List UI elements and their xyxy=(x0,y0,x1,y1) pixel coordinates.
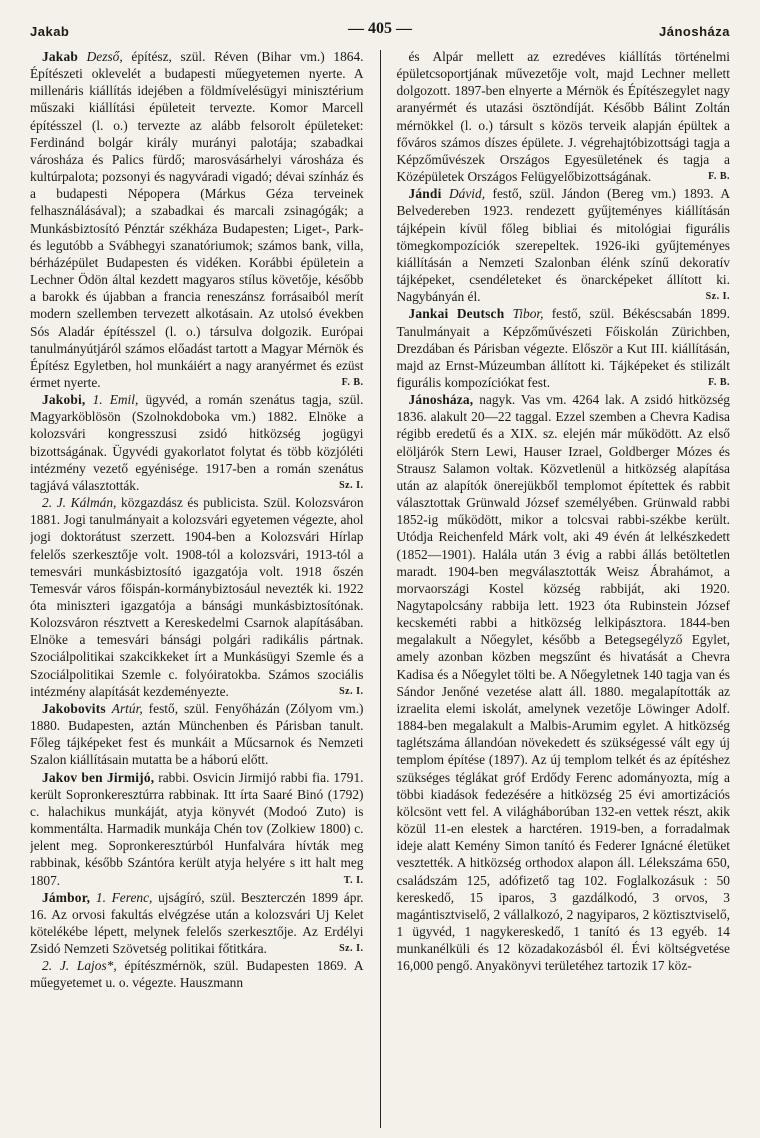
entry-body: festő, szül. Békéscsabán 1899. Tanulmányait a Képzőművészeti Főiskolán Zürichben, Drezdában és Párisban végezte. Először a Kut III. kiállításán, majd az Ernst-Múzeumban állított ki. Tájképeket és stilizált figurális kompozíciókat fest. xyxy=(396,306,730,390)
running-head xyxy=(30,20,730,42)
text-columns xyxy=(30,48,730,1130)
entry-subheading: 1. Ferenc, xyxy=(95,889,153,905)
left-column xyxy=(30,48,364,1130)
dictionary-entry xyxy=(30,494,364,700)
dictionary-entry xyxy=(30,700,364,769)
entry-headword: Jámbor, xyxy=(42,889,91,905)
entry-signature: Sz. I. xyxy=(705,291,730,303)
entry-signature: Sz. I. xyxy=(339,943,364,955)
dictionary-entry xyxy=(396,391,730,974)
dictionary-entry xyxy=(30,889,364,958)
entry-body: építész, szül. Réven (Bihar vm.) 1864. Építészeti oklevelét a budapesti műegyetemen nyerte. A millenáris kiállítás idejében a földmívelésügyi minisztérium műszaki kiállítási épületeit tervezte. Komor Marcell építésszel (l. o.) tervezte az alább felsorolt épületeket: Ferdinánd bolgár király murányi palotája; szabadkai városháza és Palics fürdő; marosvásárhelyi városháza és kultúrpalota; pozsonyi és nagyváradi vigadó; dévai színház és a budapesti Népopera (Márkus Géza terveinek felhasználásával); a szabadkai és marcali zsinagógák; a Munkásbiztosító Pénztár székháza Budapesten; Liget-, Park- és legutóbb a Svábhegyi szanatóriumok; számos bank, villa, bérházépület Budapesten és vidéken. Korábbi épületein a Lechner Ödön által kezdett magyaros stílus követője, később a barokk és újabban a francia reneszánsz forrásaiból merít modern szellemben tervezett alkotásain. Az utolsó években Sós Aladár építésszel (l. o.) társulva dolgozik. Európai tanulmányútjáról számos előadást tartott a Magyar Mérnök és Építész Egyletben, hol munkáiért a nagy aranyérmet és ezüst érmet nyerte. xyxy=(30,49,364,390)
entry-headword: Jakab xyxy=(42,49,78,64)
column-divider xyxy=(380,50,381,1128)
dictionary-entry xyxy=(30,769,364,889)
entry-subheading: 2. J. Lajos*, xyxy=(42,958,117,974)
entry-subheading: 2. J. Kálmán, xyxy=(42,495,117,511)
entry-signature: F. B. xyxy=(708,171,730,183)
entry-signature: F. B. xyxy=(341,376,364,388)
running-head-right: Jánosháza xyxy=(659,24,730,39)
dictionary-entry xyxy=(30,391,364,494)
running-head-left: Jakab xyxy=(30,24,70,39)
entry-body: festő, szül. Fenyőházán (Zólyom vm.) 1880. Budapesten, aztán Münchenben és Párisban tanult. Főleg tájképeket fest és munkáit a Műcsarnok és Nemzeti Szalon kiállításain mutatta be a háború előtt. xyxy=(30,700,364,768)
entry-body: nagyk. Vas vm. 4264 lak. A zsidó hitközség 1836. alakult 20—22 taggal. Ezzel szemben a Chevra Kadisa régibb eredetű és a XIX. sz. elején már működött. Az első elöljárók Stern Lewi, Hauser Izrael, Goldberger Mózes és Strausz Salamon voltak. Közvetlenül a hitközség alapítása után az alapítók önerejükből templomot építettek és rabbit választottak Grünwald József személyében. Grünwald rabbi 1852-ig működött, mikor a tolcsvai rabbi-székbe került. Utódja Reichenfeld Márk volt, aki 49 évén át lelkészkedett (1852—1901). Halála után 3 évig a rabbi állás betöltetlen maradt. 1904-ben megválasztották Weisz Ábrahámot, a morvaországi Kostel község rabbiját, aki 1920. Nagytapolcsány rabbija lett. 1923 óta Rubinstein József kecskeméti rabbi a hitközség lelkipásztora. 1844-ben megalakult a Nőegylet, később a Betegsegélyző Egylet, amely azonban közben megszűnt és hivatását a Chevra Kadisa és a Nőegylet tölti be. A Nőegyletnek 140 tagja van és Sándor Jenőné vezetése alatt áll. 1880. megalapították az izraelita elemi iskolát, amelynek vezetője Löwinger Adolf. 1884-ben megalakult a Malbis-Arumim egylet. A hitközség taglétszáma állandóan növekedett és szükségessé vált egy új templom építése (1897). Az új templom telkét és az építéshez szükséges téglákat gróf Erdődy Ferenc adományozta, míg a többi kiadások fedezésére a hitközség 25 évi amortizációs kölcsönt vett fel. A világháborúban 132-en vettek részt, akik közül 11-en elestek a harctéren. 1919-ben, a forradalmak ideje alatt Kemény Simon tanító és Federer Ignácné életüket vesztették. A hitközség orthodox alapon áll. Lélekszáma 650, családszám 125, adófizető tag 102. Foglalkozásuk : 50 kereskedő, 15 iparos, 3 gazdálkodó, 3 orvos, 3 magántisztviselő, 2 vállalkozó, 2 nagyiparos, 2 köztisztviselő, 1 ügyvéd, 1 nagykereskedő, 1 tanító és 13 egyéb. 14 munkanélküli és 12 közadakozásból él. Évi költségvetése 16,000 pengő. Anyakönyvi területéhez tartozik 17 köz- xyxy=(396,392,730,974)
entry-headword: Jándi xyxy=(408,186,442,202)
entry-subheading: Dezső, xyxy=(86,49,123,64)
entry-subheading: 1. Emil, xyxy=(92,392,139,408)
entry-subheading: Tibor, xyxy=(512,306,544,322)
dictionary-entry xyxy=(30,48,364,391)
entry-headword: Jánosháza, xyxy=(408,392,474,408)
entry-headword: Jakobi, xyxy=(42,392,86,408)
entry-headword: Jakov ben Jirmijó, xyxy=(42,769,155,785)
entry-body: építészmérnök, szül. Budapesten 1869. A műegyetemet u. o. végezte. Hauszmann xyxy=(30,958,364,991)
dictionary-entry xyxy=(396,305,730,391)
right-column xyxy=(396,48,730,1130)
page-number: — 405 — xyxy=(348,20,412,37)
entry-signature: Sz. I. xyxy=(339,685,364,697)
entry-subheading: Artúr, xyxy=(111,700,143,716)
entry-headword: Jankai Deutsch xyxy=(408,306,505,322)
entry-signature: T. I. xyxy=(343,874,364,886)
entry-body: festő, szül. Jándon (Bereg vm.) 1893. A Belvedereben 1923. rendezett gyűjteményes kiállításán tájképein kívül főleg bibliai és mitológiai figurális tömegkompozíciók szerepeltek. 1926-iki gyűjteményes kiállításán a Nemzeti Szalonban élénk színű dekoratív tájképeket, csendéleteket és önarcképeket állított ki. Nagybányán él. xyxy=(396,186,730,305)
dictionary-entry xyxy=(396,48,730,185)
entry-subheading: Dávid, xyxy=(448,186,486,202)
entry-signature: F. B. xyxy=(708,376,730,388)
entry-body: rabbi. Osvicin Jirmijó rabbi fia. 1791. került Sopronkeresztúrra rabbinak. Itt írta Saaré Binó (1792) c. halachikus munkáját, atyja könyvét (Modoó Zuto) is kommentálta. Harmadik munkája Chén tov (Zolkiew 1800) c. jelent meg. Sopronkeresztúrból Hunfalvára hívták meg rabbinak, később Szántóra került atyja helyére s itt halt meg 1807. xyxy=(30,769,364,888)
entry-headword: Jakobovits xyxy=(42,700,106,716)
entry-body: és Alpár mellett az ezredéves kiállítás történelmi épületcsoportjának művezetője volt, majd Lechner mellett dolgozott. 1897-ben elnyerte a Mérnök és Építészegylet nagy aranyérmét és utazási ösztöndíját. Később Bálint Zoltán mérnökkel (l. o.) társult s közös terveik alapján épültek a főváros számos díszes épülete. J. végrehajtóbizottsági tagja a Képzőművészek Országos Egyesületének és tagja a Középületek Országos Felügyelőbizottságának. xyxy=(396,49,730,185)
entry-body: közgazdász és publicista. Szül. Kolozsváron 1881. Jogi tanulmányait a kolozsvári egyetemen végezte, ahol jogi doktorátust szerzett. 1904-ben a Kolozsvári Hírlap felelős szerkesztője volt. 1908-tól a kolozsvári, 1913-tól a temesvári munkásbiztosító igazgatója volt. 1918 őszén Temesvár város főispán-kormánybiztosául nevezték ki. 1922 óta miniszteri igazgatója a bánsági munkásbiztosítónak. Kolozsváron résztvett a Kereskedelmi Csarnok alapításában. Elnöke a temesvári bánsági polgári radikális pártnak. Szociálpolitikai szakcikkeket írt a Munkásügyi Szemle és a Szociálpolitikai Szemle c. folyóiratokba. Számos szociális intézmény alapítását kezdeményezte. xyxy=(30,495,364,699)
dictionary-entry xyxy=(30,957,364,991)
entry-body: ügyvéd, a román szenátus tagja, szül. Magyarköblösön (Szolnokdoboka vm.) 1882. Elnöke a kolozsvári kongresszusi zsidó hitközség jogügyi bizottságának. Ügyvédi gyakorlatot folytat és több közjóléti intézmény vezető egyénisége. 1917-ben a román szenátus tagjává választották. xyxy=(30,392,364,493)
entry-signature: Sz. I. xyxy=(339,479,364,491)
dictionary-entry xyxy=(396,185,730,305)
entry-body: ujságíró, szül. Beszterczén 1899 ápr. 16. Az orvosi fakultás elvégzése után a kolozsvári Uj Kelet kötelékébe lépett, melynek felelős szerkesztője. Az Erdélyi Zsidó Nemzeti Szövetség politikai főtitkára. xyxy=(30,889,364,957)
